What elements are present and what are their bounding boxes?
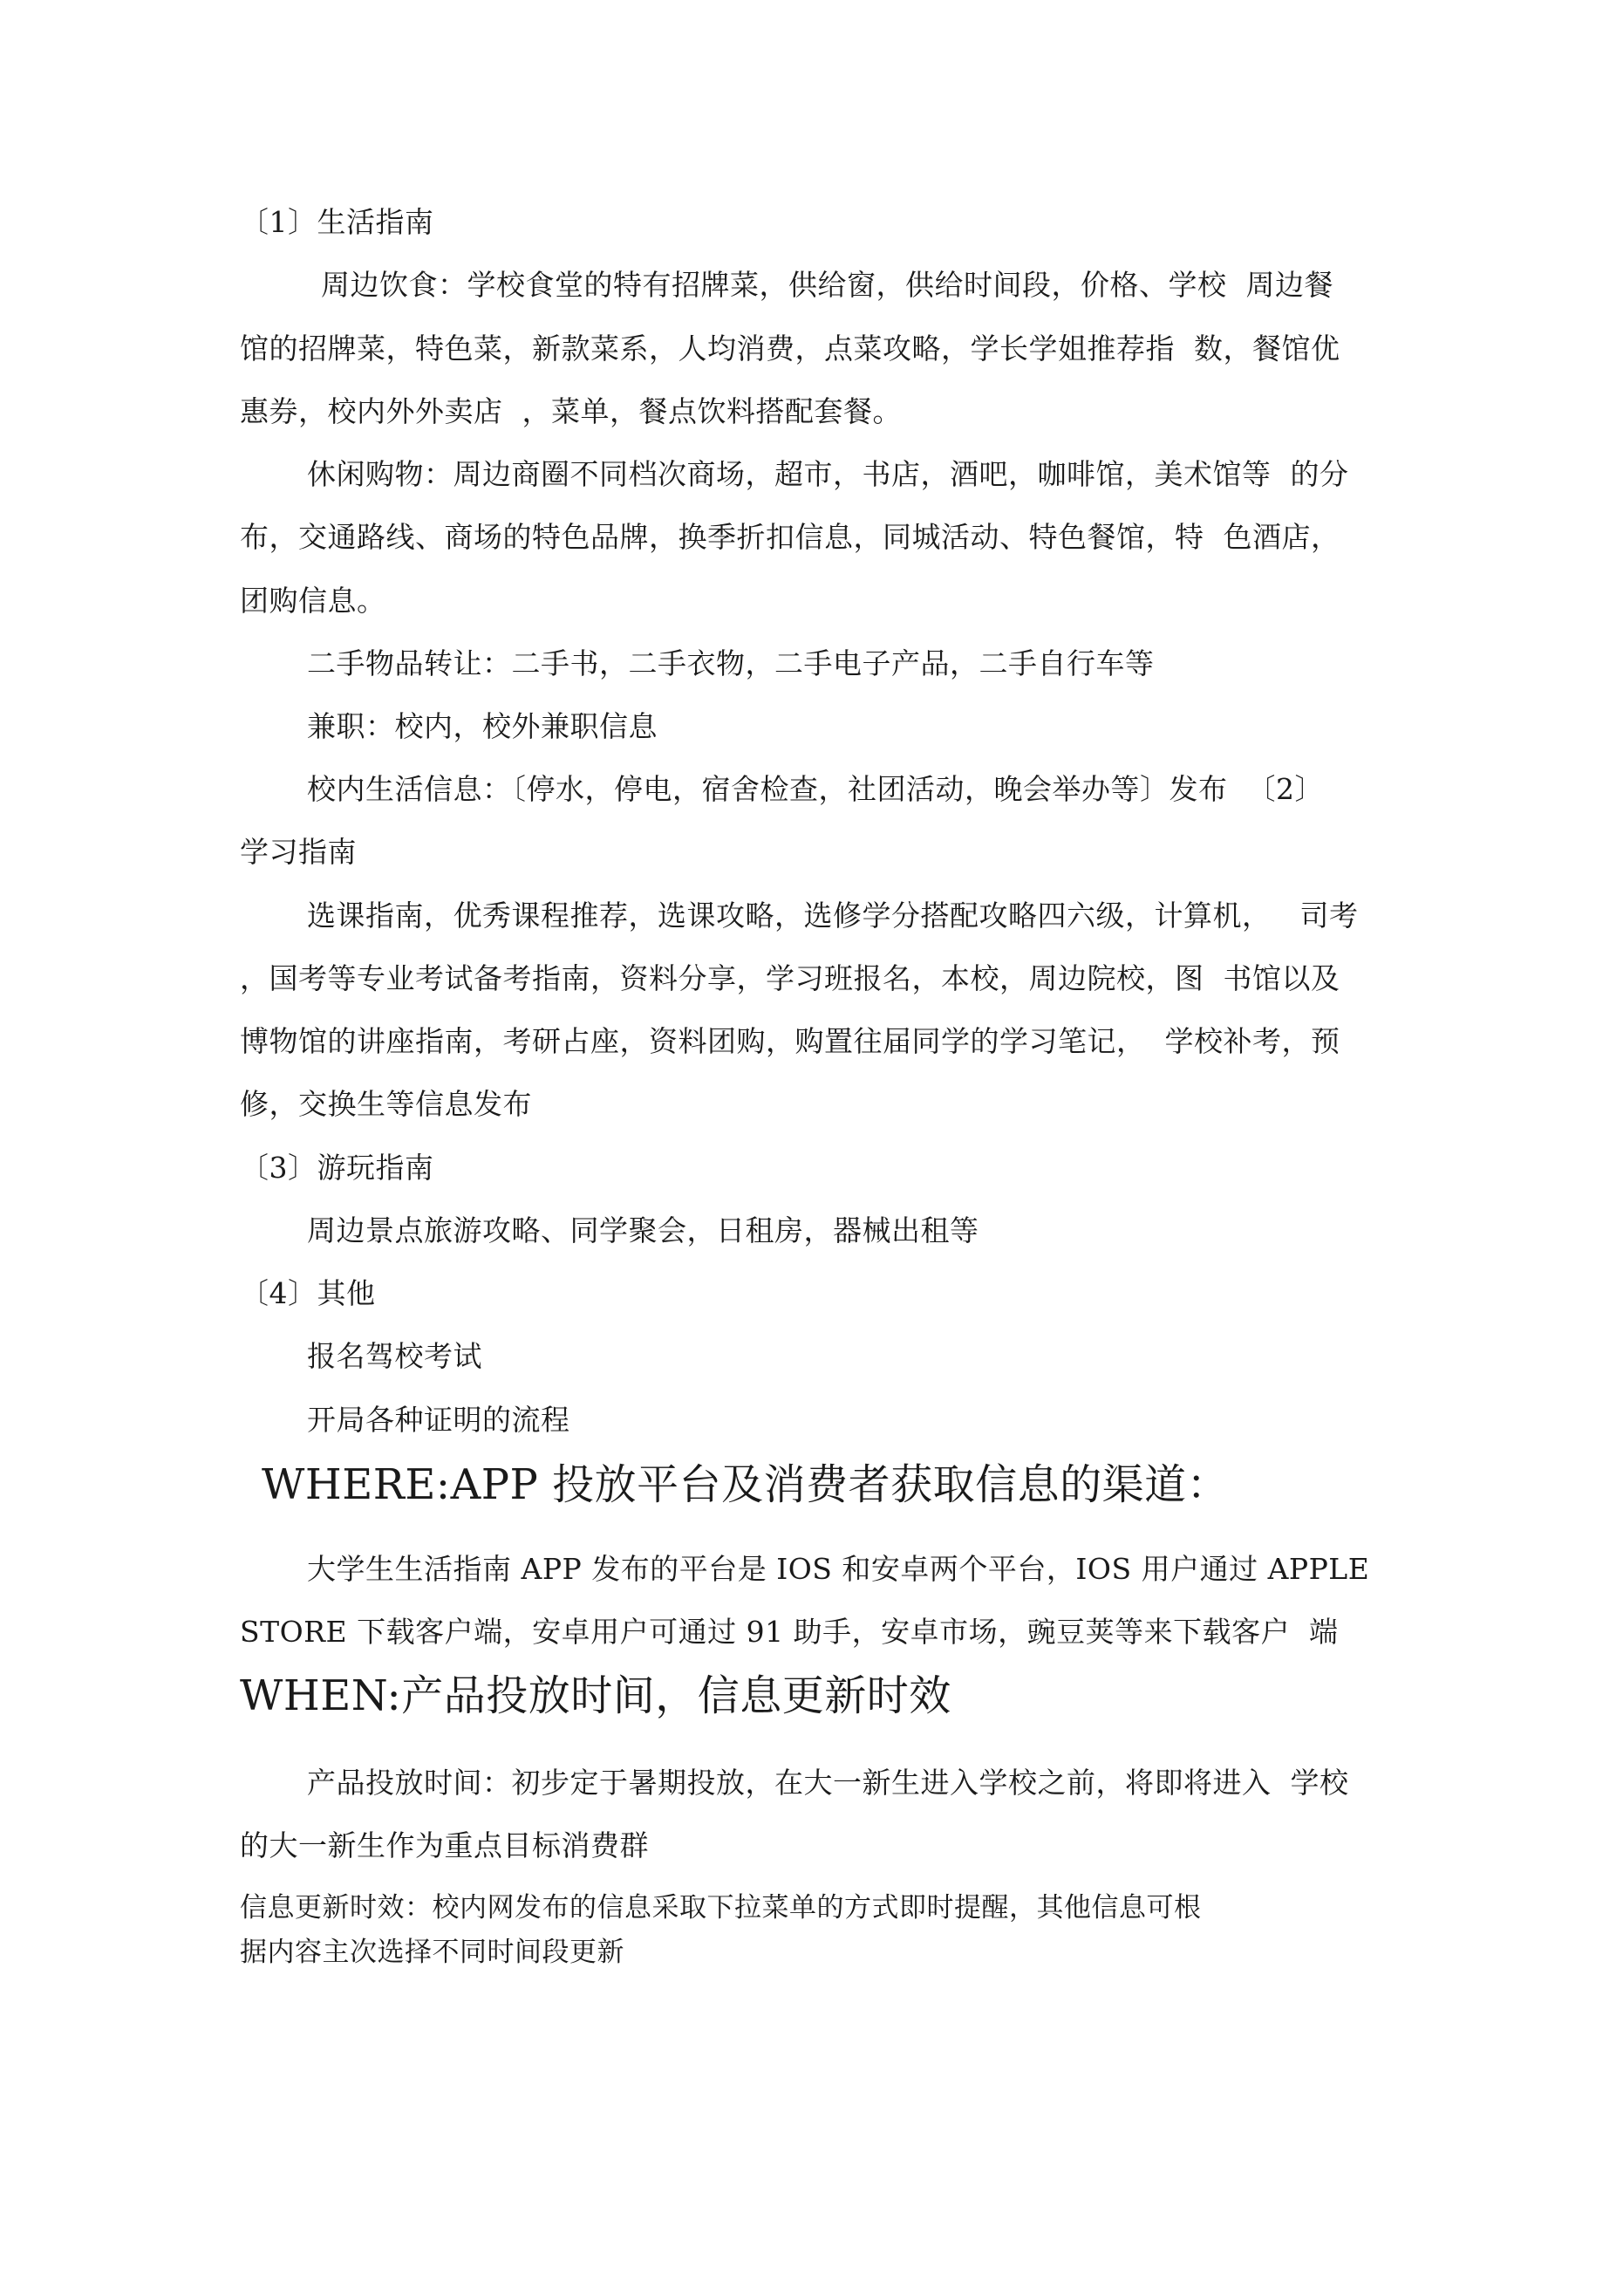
paragraph-dining-line-3: 惠券，校内外外卖店 ，菜单，餐点饮料搭配套餐。 xyxy=(240,394,902,428)
paragraph-update-line-1: 信息更新时效：校内网发布的信息采取下拉菜单的方式即时提醒，其他信息可根 xyxy=(240,1892,1202,1924)
list-item-driving-school: 报名驾校考试 xyxy=(307,1339,482,1373)
paragraph-launch-line-1: 产品投放时间：初步定于暑期投放，在大一新生进入学校之前，将即将进入 学校 xyxy=(307,1766,1349,1800)
paragraph-secondhand: 二手物品转让：二手书，二手衣物，二手电子产品，二手自行车等 xyxy=(307,646,1155,680)
paragraph-dining-line-2: 馆的招牌菜，特色菜，新款菜系，人均消费，点菜攻略，学长学姐推荐指 数，餐馆优 xyxy=(240,331,1340,366)
paragraph-dining-line-1: 周边饮食：学校食堂的特有招牌菜，供给窗，供给时间段，价格、学校 周边餐 xyxy=(321,268,1333,302)
paragraph-study-line-3: 博物馆的讲座指南，考研占座，资料团购，购置往届同学的学习笔记， 学校补考，预 xyxy=(240,1024,1340,1058)
paragraph-launch-line-2: 的大一新生作为重点目标消费群 xyxy=(240,1828,649,1862)
section-heading-other: 〔4〕其他 xyxy=(240,1276,376,1310)
paragraph-study-line-4: 修，交换生等信息发布 xyxy=(240,1087,532,1121)
paragraph-parttime: 兼职：校内，校外兼职信息 xyxy=(307,709,658,743)
section-heading-travel-guide: 〔3〕游玩指南 xyxy=(240,1151,434,1185)
paragraph-study-line-1: 选课指南，优秀课程推荐，选课攻略，选修学分搭配攻略四六级，计算机， 司考 xyxy=(307,899,1359,933)
paragraph-where-line-2: STORE 下载客户端，安卓用户可通过 91 助手，安卓市场，豌豆荚等来下载客户 端 xyxy=(240,1615,1339,1649)
paragraph-study-line-2: ，国考等专业考试备考指南，资料分享，学习班报名，本校，周边院校，图 书馆以及 xyxy=(240,961,1340,995)
paragraph-update-line-2: 据内容主次选择不同时间段更新 xyxy=(240,1937,624,1968)
heading-when: WHEN:产品投放时间，信息更新时效 xyxy=(240,1671,951,1720)
heading-where: WHERE:APP 投放平台及消费者获取信息的渠道： xyxy=(262,1460,1230,1509)
paragraph-travel: 周边景点旅游攻略、同学聚会，日租房，器械出租等 xyxy=(307,1213,979,1247)
paragraph-shopping-line-1: 休闲购物：周边商圈不同档次商场，超市，书店，酒吧，咖啡馆，美术馆等 的分 xyxy=(307,457,1349,491)
paragraph-campus-info: 校内生活信息：〔停水，停电，宿舍检查，社团活动，晚会举办等〕发布 〔2〕 xyxy=(307,772,1324,806)
paragraph-where-line-1: 大学生生活指南 APP 发布的平台是 IOS 和安卓两个平台，IOS 用户通过 APPLE xyxy=(307,1552,1370,1586)
paragraph-shopping-line-3: 团购信息。 xyxy=(240,584,386,618)
list-item-certificates: 开局各种证明的流程 xyxy=(307,1403,570,1437)
section-heading-study-guide: 学习指南 xyxy=(240,835,357,869)
paragraph-shopping-line-2: 布，交通路线、商场的特色品牌，换季折扣信息，同城活动、特色餐馆，特 色酒店， xyxy=(240,520,1340,554)
section-heading-life-guide: 〔1〕生活指南 xyxy=(240,205,434,239)
